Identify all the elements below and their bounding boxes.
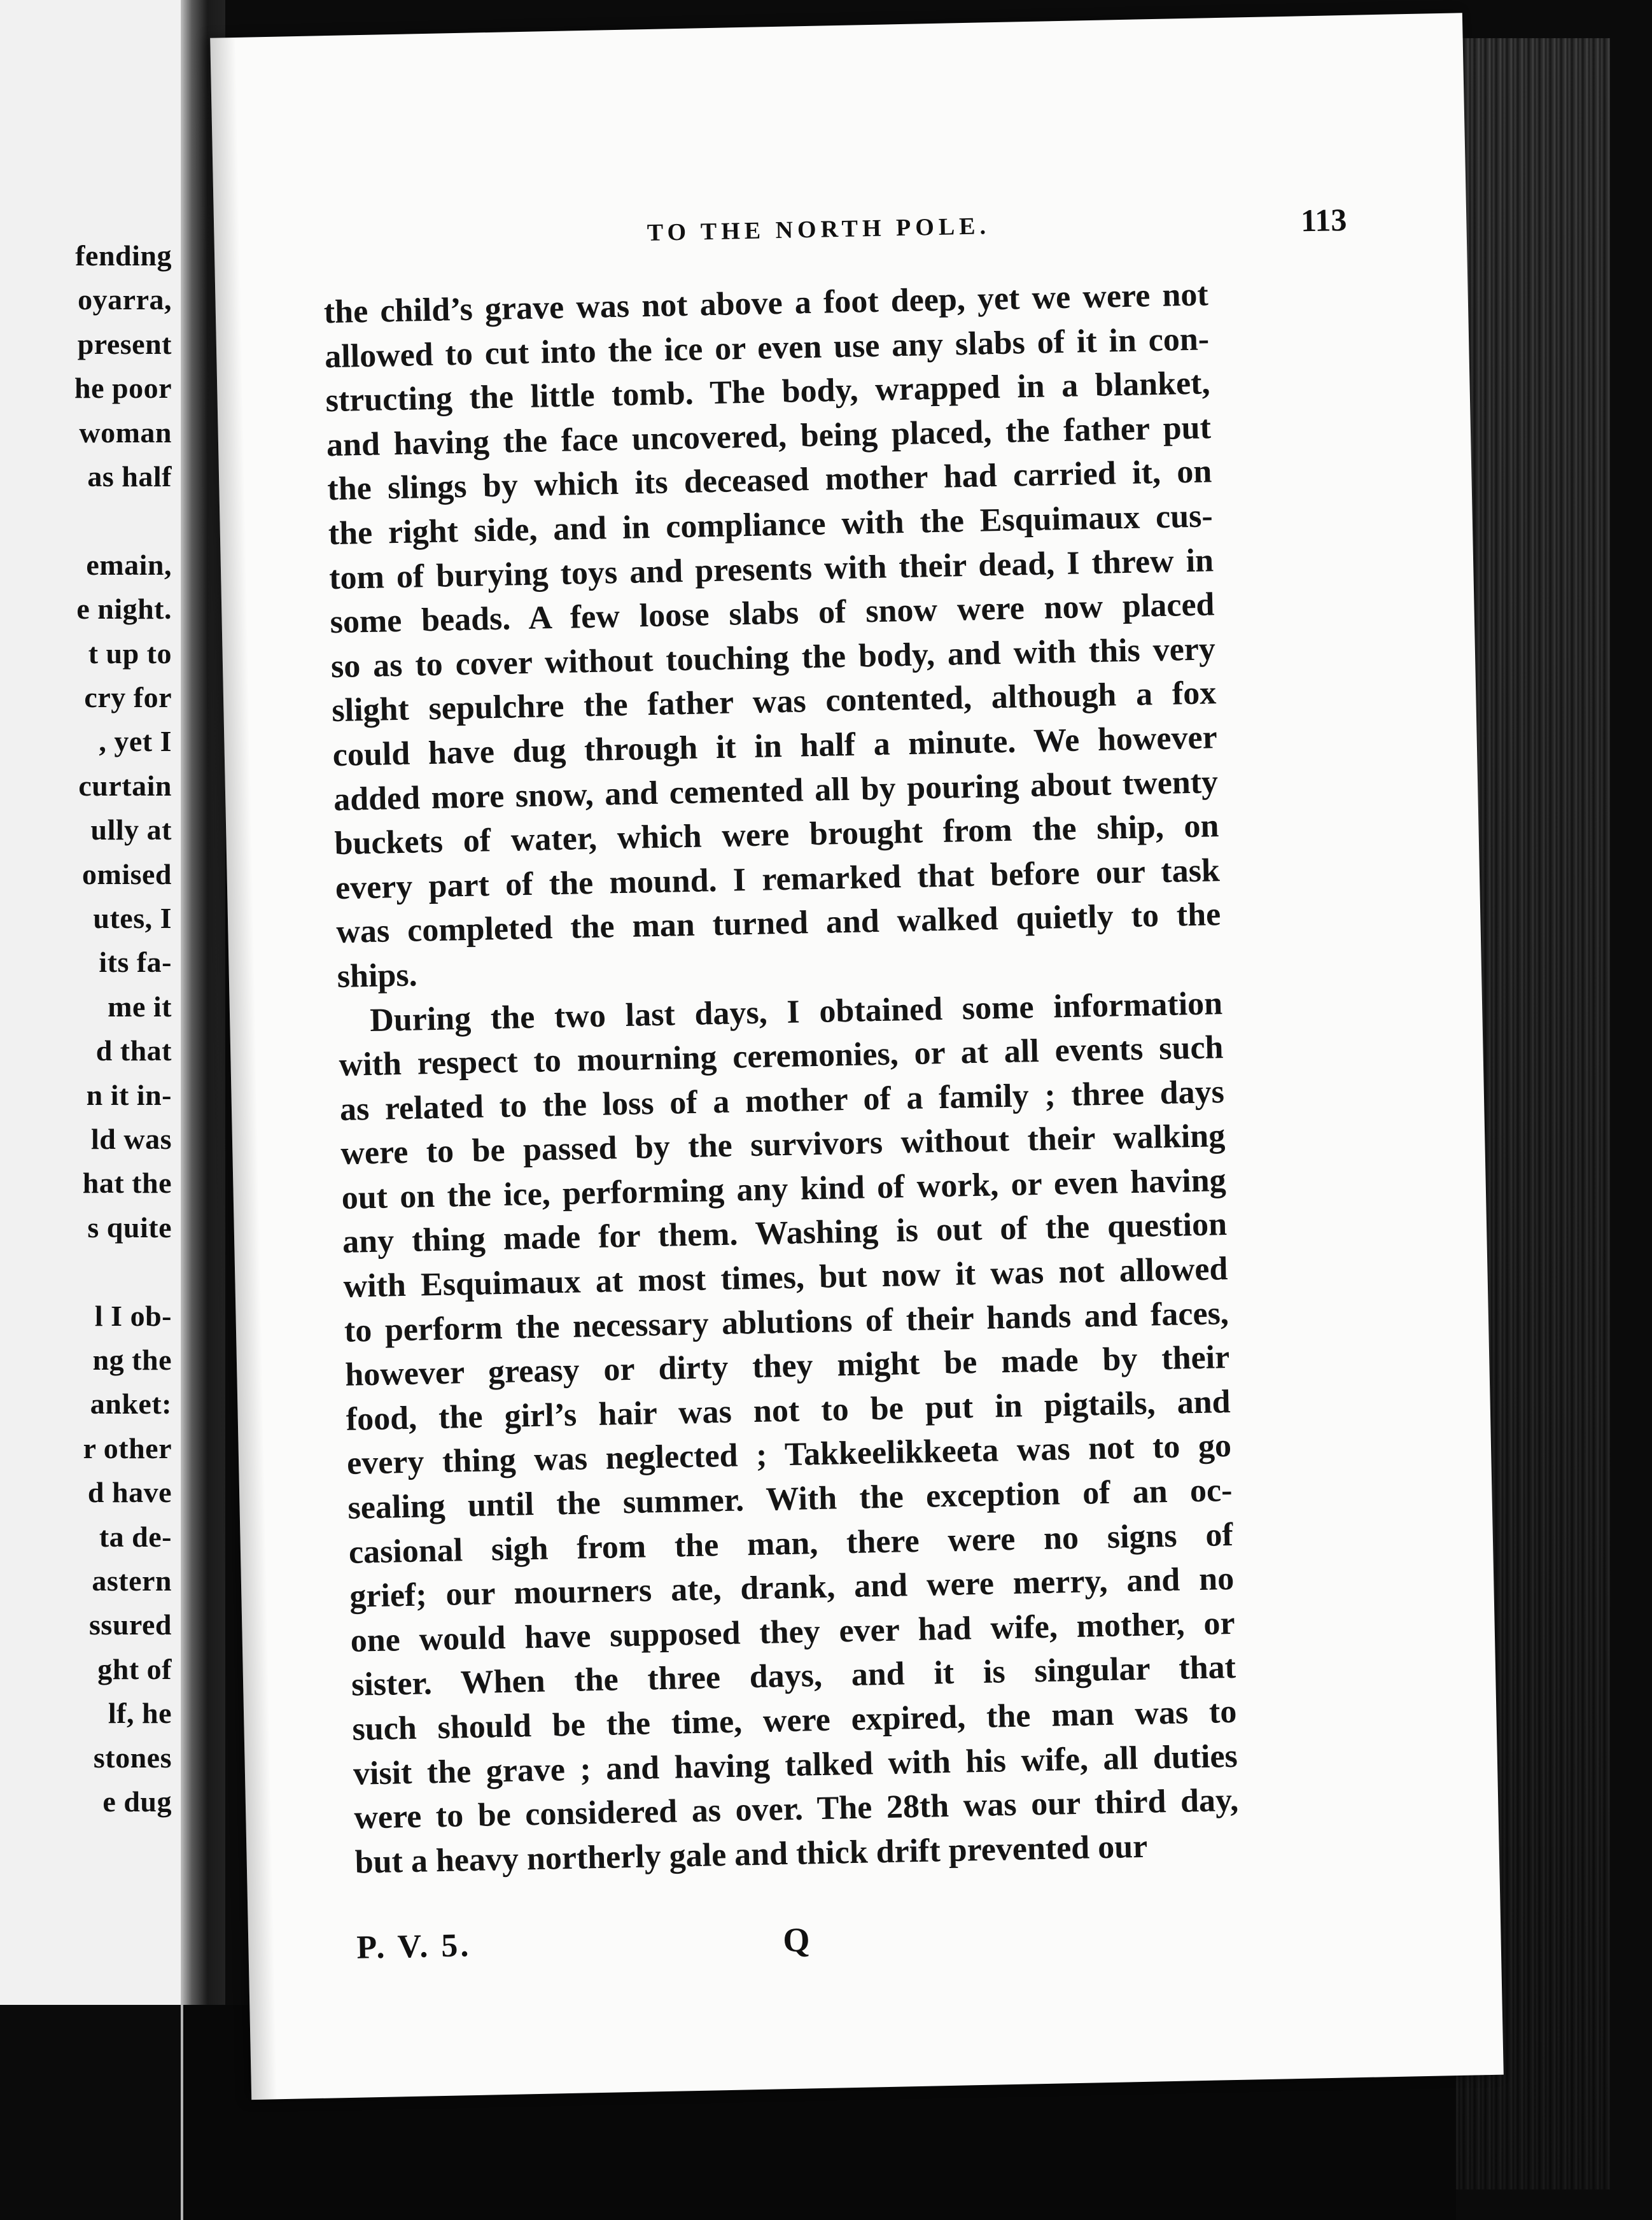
facing-page-line: ta de-: [99, 1520, 172, 1553]
facing-page-line: t up to: [88, 636, 172, 670]
facing-page-line: hat the: [82, 1167, 172, 1200]
text-line: some beads. A few loose slabs of snow were now placed: [330, 586, 1215, 641]
facing-page-line: ld was: [91, 1123, 172, 1155]
text-line: were to be considered as over. The 28th was our third day,: [353, 1782, 1239, 1836]
text-line: slight sepulchre the father was contented, although a fox: [331, 675, 1217, 729]
text-line: allowed to cut into the ice or even use any slabs of it in con-: [324, 320, 1210, 375]
text-line: any thing made for them. Washing is out of the question: [342, 1206, 1228, 1261]
facing-page-line: utes, I: [93, 902, 172, 934]
text-line: were to be passed by the survivors without their walking: [340, 1118, 1226, 1172]
facing-page-line: cry for: [84, 681, 172, 713]
facing-page-line: e dug: [102, 1785, 172, 1818]
text-line: with Esquimaux at most times, but now it was not allowed: [343, 1251, 1228, 1305]
page-footer: [356, 1911, 1242, 1974]
facing-page-line: lf, he: [108, 1697, 172, 1730]
text-line: sister. When the three days, and it is singular that: [351, 1649, 1236, 1704]
facing-page-line: as half: [87, 460, 172, 493]
text-line: food, the girl’s hair was not to be put in pigtails, and: [346, 1383, 1231, 1438]
facing-page-line: its fa-: [99, 946, 172, 979]
text-line: the slings by which its deceased mother had carried it, on: [326, 453, 1212, 508]
text-line: out on the ice, performing any kind of work, or even having: [341, 1162, 1227, 1216]
page-number: 113: [1300, 201, 1347, 239]
facing-page-line: d that: [95, 1034, 172, 1067]
text-line: sealing until the summer. With the exception of an oc-: [347, 1472, 1233, 1526]
facing-page-line: ng the: [92, 1344, 172, 1376]
text-line: could have dug through it in half a minute. We however: [332, 719, 1218, 774]
text-line: such should be the time, were expired, the man was to: [352, 1693, 1237, 1748]
sheet-letter: Q: [782, 1920, 810, 1960]
facing-page-line: fending: [75, 239, 172, 272]
text-line: every thing was neglected ; Takkeelikkeeta was not to go: [346, 1428, 1232, 1482]
facing-page-line: woman: [79, 416, 172, 449]
facing-page-line: d have: [87, 1476, 172, 1509]
facing-page-line: e night.: [76, 593, 172, 626]
facing-page-line: ssured: [89, 1608, 172, 1641]
page-header: [290, 201, 1347, 270]
facing-page-line: l I ob-: [94, 1299, 172, 1332]
facing-page-line: emain,: [86, 548, 172, 581]
facing-page-line: s quite: [87, 1211, 172, 1244]
text-line: grief; our mourners ate, drank, and were merry, and no: [349, 1561, 1235, 1615]
facing-page-line: n it in-: [86, 1078, 172, 1111]
facing-page-line: stones: [93, 1741, 172, 1774]
body-text: [323, 272, 1240, 1885]
text-line: but a heavy northerly gale and thick drift prevented our: [354, 1828, 1148, 1881]
facing-page-line: astern: [92, 1564, 172, 1597]
text-line: buckets of water, which were brought from the ship, on: [334, 808, 1219, 862]
text-line: structing the little tomb. The body, wrapped in a blanket,: [325, 365, 1210, 419]
facing-page-line: omised: [82, 857, 172, 890]
text-line: one would have supposed they ever had wife, mother, or: [350, 1605, 1236, 1659]
running-head: TO THE NORTH POLE.: [647, 213, 991, 247]
facing-page-line: curtain: [78, 769, 172, 802]
text-line: and having the face uncovered, being placed, the father put: [326, 409, 1212, 463]
text-line: to perform the necessary ablutions of their hands and faces,: [344, 1295, 1229, 1349]
text-line: as related to the loss of a mother of a family ; three days: [339, 1073, 1225, 1128]
signature-mark: P. V. 5.: [356, 1927, 472, 1966]
text-line: casional sigh from the man, there were no signs of: [348, 1516, 1234, 1571]
text-line: the child’s grave was not above a foot deep, yet we were not: [323, 276, 1209, 331]
facing-page-line: present: [77, 327, 172, 360]
facing-page-line: , yet I: [99, 725, 172, 758]
facing-page-line: ully at: [90, 813, 172, 847]
text-line: ships.: [337, 957, 418, 995]
text-line: with respect to mourning ceremonies, or at all events such: [339, 1029, 1224, 1084]
text-line: During the two last days, I obtained some information: [369, 985, 1223, 1039]
facing-page-line: he poor: [74, 372, 172, 405]
text-line: the right side, and in compliance with the Esquimaux cus-: [328, 498, 1214, 552]
text-line: visit the grave ; and having talked with his wife, all duties: [353, 1738, 1238, 1792]
text-line: was completed the man turned and walked quietly to the: [335, 896, 1221, 951]
text-line: added more snow, and cemented all by pouring about twenty: [333, 763, 1219, 818]
text-line: every part of the mound. I remarked that before our task: [335, 852, 1221, 906]
facing-page-line: ght of: [97, 1652, 172, 1685]
facing-page-line: me it: [108, 990, 172, 1023]
text-line: however greasy or dirty they might be made by their: [344, 1339, 1230, 1394]
facing-page-line: oyarra,: [78, 283, 172, 316]
facing-page-line: r other: [83, 1431, 172, 1465]
book-page: [210, 13, 1504, 2100]
facing-page-line: anket:: [90, 1388, 172, 1421]
facing-page-fragment: [0, 0, 183, 2005]
text-line: tom of burying toys and presents with their dead, I threw in: [328, 542, 1214, 596]
text-line: so as to cover without touching the body, and with this very: [330, 630, 1216, 685]
